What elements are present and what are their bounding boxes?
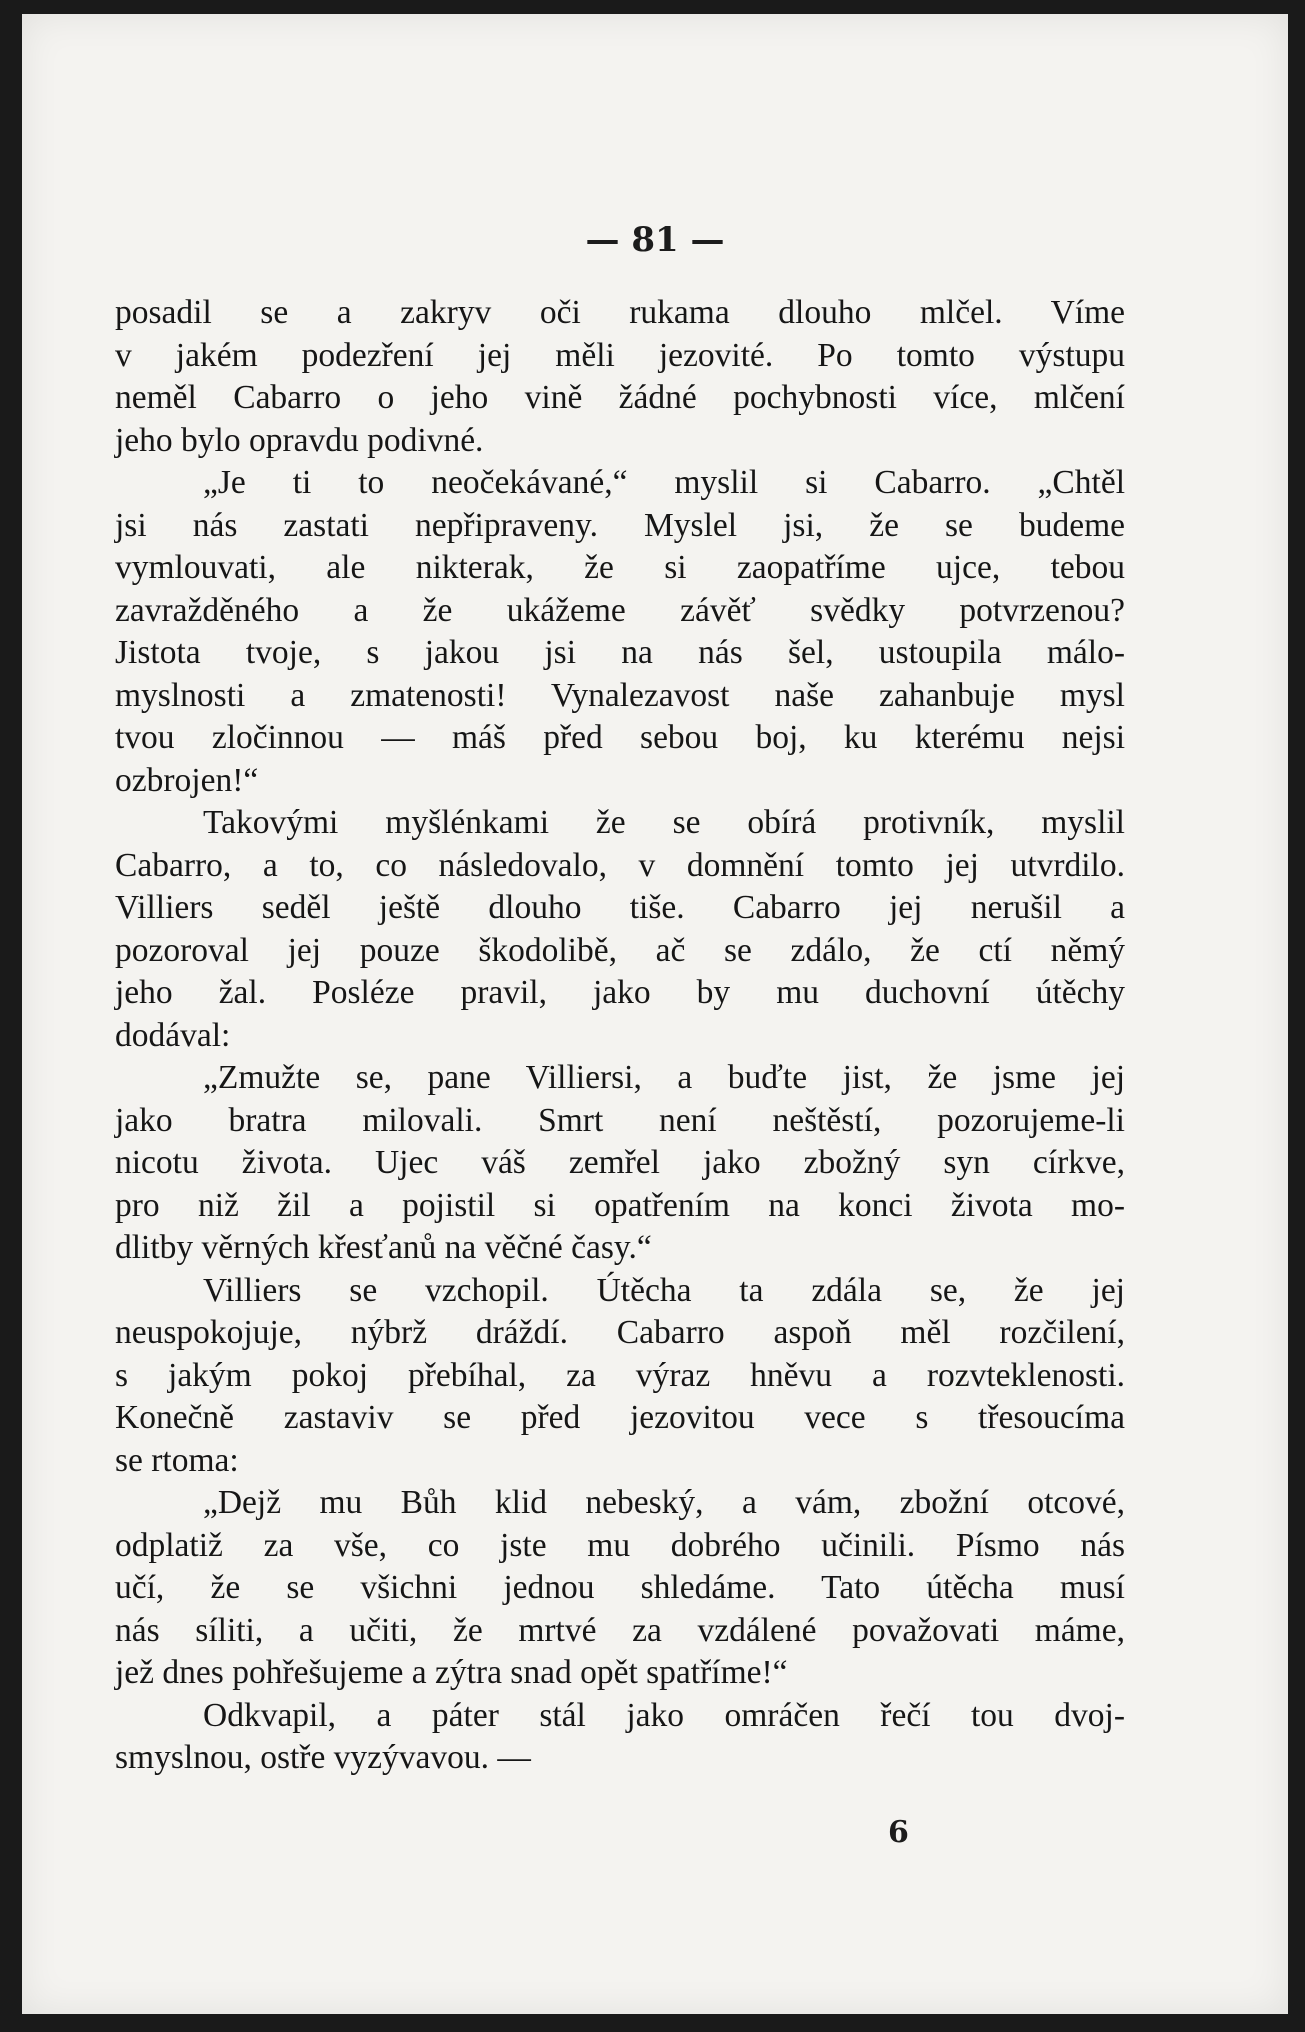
text-line: „Zmužte se, pane Villiersi, a buďte jist, že jsme jej bbox=[203, 1059, 1125, 1096]
text-line: Konečně zastaviv se před jezovitou vece s třesoucíma bbox=[115, 1399, 1125, 1436]
text-line: jsi nás zastati nepřipraveny. Myslel jsi, že se budeme bbox=[115, 506, 1125, 544]
book-page bbox=[22, 14, 1288, 2014]
text-line: smyslnou, ostře vyzývavou. — bbox=[115, 1739, 531, 1776]
signature-mark: 6 bbox=[888, 1815, 909, 1850]
text-line: jež dnes pohřešujeme a zýtra snad opět spatříme!“ bbox=[115, 1654, 788, 1691]
text-line: vymlouvati, ale nikterak, že si zaopatříme ujce, tebou bbox=[115, 549, 1125, 586]
text-line: s jakým pokoj přebíhal, za výraz hněvu a rozvteklenosti. bbox=[115, 1356, 1125, 1394]
page-number: — 81 — bbox=[585, 220, 725, 260]
text-line: pro niž žil a pojistil si opatřením na konci života mo- bbox=[115, 1186, 1125, 1224]
text-line: neuspokojuje, nýbrž dráždí. Cabarro aspoň měl rozčilení, bbox=[115, 1314, 1125, 1351]
text-line: odplatiž za vše, co jste mu dobrého učinili. Písmo nás bbox=[115, 1526, 1125, 1564]
text-line: učí, že se všichni jednou shledáme. Tato útěcha musí bbox=[115, 1569, 1125, 1606]
text-line: se rtoma: bbox=[115, 1441, 239, 1479]
text-line: v jakém podezření jej měli jezovité. Po tomto výstupu bbox=[115, 336, 1125, 374]
text-line: „Dejž mu Bůh klid nebeský, a vám, zbožní otcové, bbox=[203, 1484, 1125, 1521]
text-line: nás síliti, a učiti, že mrtvé za vzdálené považovati máme, bbox=[115, 1611, 1125, 1649]
text-line: pozoroval jej pouze škodolibě, ač se zdálo, že ctí němý bbox=[115, 931, 1125, 969]
text-line: neměl Cabarro o jeho vině žádné pochybnosti více, mlčení bbox=[115, 379, 1125, 416]
text-line: jako bratra milovali. Smrt není neštěstí, pozorujeme-li bbox=[115, 1101, 1125, 1139]
text-line: Villiers seděl ještě dlouho tiše. Cabarro jej nerušil a bbox=[115, 889, 1125, 926]
text-line: Odkvapil, a páter stál jako omráčen řečí tou dvoj- bbox=[203, 1696, 1125, 1734]
text-line: jeho žal. Posléze pravil, jako by mu duchovní útěchy bbox=[115, 974, 1125, 1011]
text-line: ozbrojen!“ bbox=[115, 761, 259, 799]
text-line: dlitby věrných křesťanů na věčné časy.“ bbox=[115, 1229, 652, 1266]
text-line: dodával: bbox=[115, 1016, 231, 1054]
text-line: posadil se a zakryv oči rukama dlouho mlčel. Víme bbox=[115, 294, 1125, 331]
text-line: nicotu života. Ujec váš zemřel jako zbožný syn církve, bbox=[115, 1144, 1125, 1181]
text-line: Jistota tvoje, s jakou jsi na nás šel, ustoupila málo- bbox=[115, 634, 1125, 671]
text-line: zavražděného a že ukážeme závěť svědky potvrzenou? bbox=[115, 591, 1125, 629]
text-line: „Je ti to neočekávané,“ myslil si Cabarro. „Chtěl bbox=[203, 464, 1125, 501]
text-line: tvou zločinnou — máš před sebou boj, ku kterému nejsi bbox=[115, 719, 1125, 756]
text-line: myslnosti a zmatenosti! Vynalezavost naše zahanbuje mysl bbox=[115, 676, 1125, 714]
text-line: Cabarro, a to, co následovalo, v domnění tomto jej utvrdilo. bbox=[115, 846, 1125, 884]
text-line: jeho bylo opravdu podivné. bbox=[115, 421, 484, 459]
text-line: Villiers se vzchopil. Útěcha ta zdála se, že jej bbox=[203, 1271, 1125, 1309]
body-text bbox=[115, 292, 1125, 1780]
text-line: Takovými myšlénkami že se obírá protivník, myslil bbox=[203, 804, 1125, 841]
